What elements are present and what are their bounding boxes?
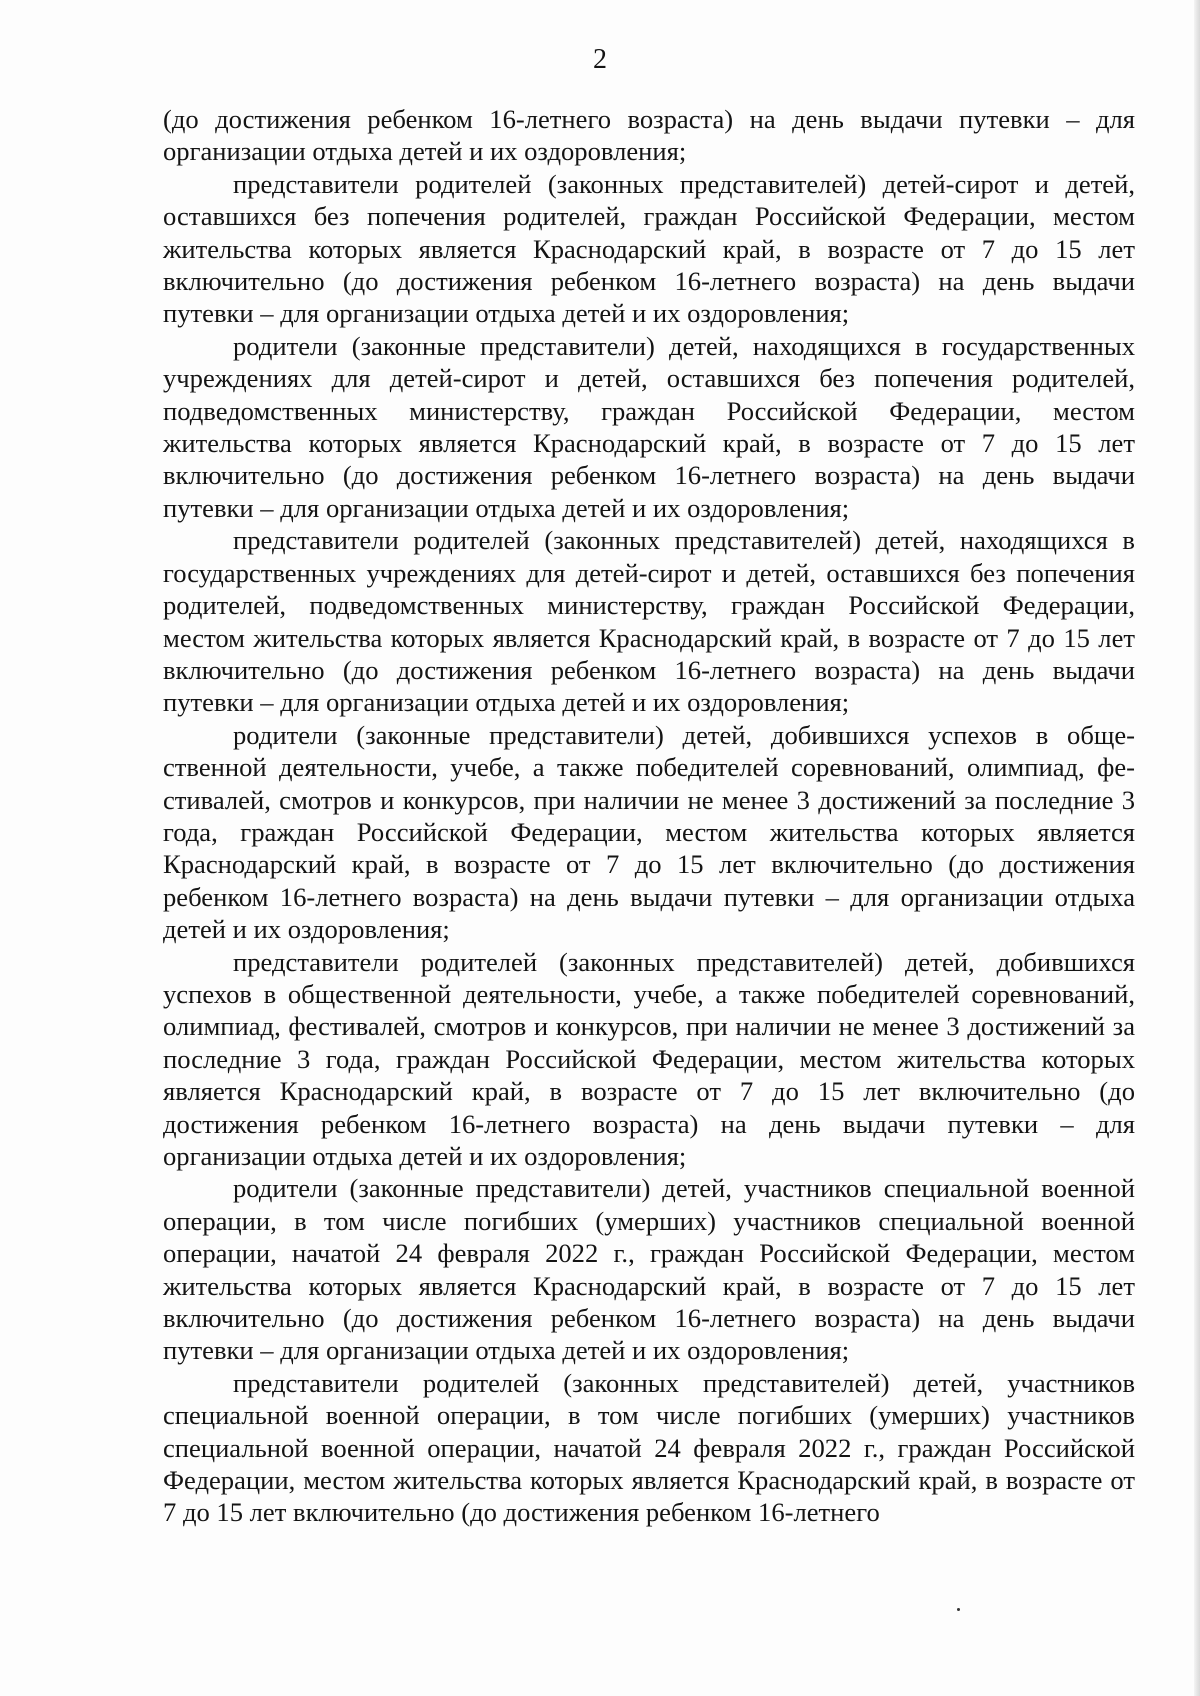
paragraph: представители родителей (законных представителей) детей, находящихся в государственных учреждениях для детей-сирот и детей, оставшихся без попечения родителей, подведомственных министерству, граждан Российской Федерации, местом жительства которых является Краснодарский край, в возрасте от 7 до 15 лет включительно (до достижения ребенком 16-летнего возраста) на день выдачи путевки – для организации отдыха детей и их оздоровления; (163, 525, 1135, 718)
paragraph: родители (законные представители) детей, добившихся успехов в общественной деятельности, учебе, а также победителей соревнований, олимпиад, фестивалей, смотров и конкурсов, при наличии не менее 3 достижений за последние 3 года, граждан Российской Федерации, местом жительства которых является Краснодарский край, в возрасте от 7 до 15 лет включительно (до достижения ребенком 16-летнего возраста) на день выдачи путевки – для организации отдыха детей и их оздоровления; (163, 719, 1135, 945)
paragraph: представители родителей (законных представителей) детей, добившихся успехов в общественной деятельности, учебе, а также победителей соревнований, олимпиад, фестивалей, смотров и конкурсов, при наличии не менее 3 достижений за последние 3 года, граждан Российской Федерации, местом жительства которых является Краснодарский край, в возрасте от 7 до 15 лет включительно (до достижения ребенком 16-летнего возраста) на день выдачи путевки – для организации отдыха детей и их оздоровления; (163, 946, 1135, 1171)
paragraph: представители родителей (законных представителей) детей-сирот и детей, оставшихся без попечения родителей, граждан Российской Федерации, местом жительства которых является Краснодарский край, в возрасте от 7 до 15 лет включительно (до достижения ребенком 16-летнего возраста) на день выдачи путевки – для организации отдыха детей и их оздоровления; (163, 168, 1135, 329)
paragraph-continuation: (до достижения ребенком 16-летнего возраста) на день выдачи путевки – для организации отдыха детей и их оздоровления; (163, 104, 1135, 167)
scan-edge-shadow (1194, 0, 1200, 1696)
scan-speck (957, 1608, 960, 1611)
page-number: 2 (593, 44, 607, 75)
document-body (163, 103, 1135, 1529)
paragraph: родители (законные представители) детей, находящихся в государственных учреждениях для детей-сирот и детей, оставшихся без попечения родителей, подведомственных министерству, граждан Российской Федерации, местом жительства которых является Краснодарский край, в возрасте от 7 до 15 лет включительно (до достижения ребенком 16-летнего возраста) на день выдачи путевки – для организации отдыха детей и их оздоровления; (163, 330, 1135, 523)
paragraph: представители родителей (законных представителей) детей, участников специальной военной операции, в том числе погибших (умерших) участников специальной военной операции, начатой 24 февраля 2022 г., граждан Российской Федерации, местом жительства которых является Краснодарский край, в возрасте от 7 до 15 лет включительно (до достижения ребенком 16-летнего (163, 1367, 1135, 1528)
paragraph: родители (законные представители) детей, участников специальной военной операции, в том числе погибших (умерших) участников специальной военной операции, начатой 24 февраля 2022 г., граждан Российской Федерации, местом жительства которых является Краснодарский край, в возрасте от 7 до 15 лет включительно (до достижения ребенком 16-летнего возраста) на день выдачи путевки – для организации отдыха детей и их оздоровления; (163, 1173, 1135, 1366)
